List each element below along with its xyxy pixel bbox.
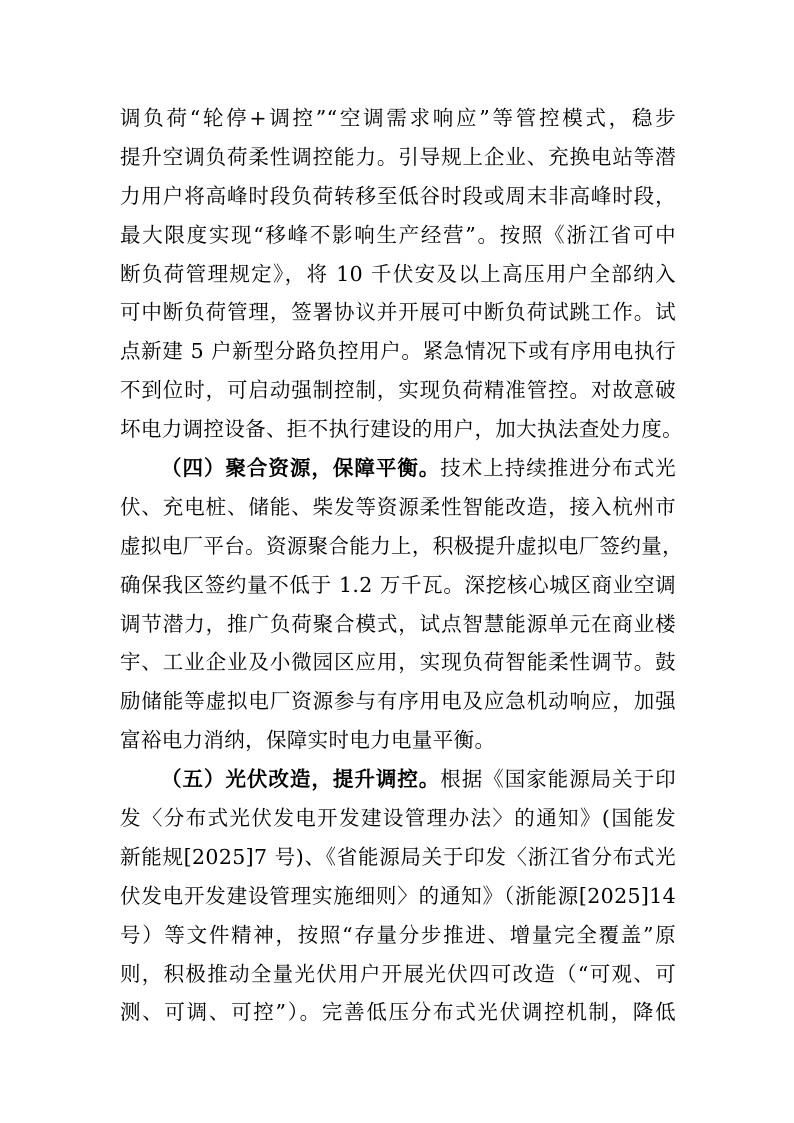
section-4-heading: （四）聚合资源，保障平衡。 xyxy=(161,456,441,481)
text-line: 调负荷“轮停+调控”“空调需求响应”等管控模式，稳步 xyxy=(120,106,676,130)
text-line: 不到位时，可启动强制控制，实现负荷精准管控。对故意破 xyxy=(120,378,676,403)
text-line: 富裕电力消纳，保障实时电力电量平衡。 xyxy=(120,728,496,753)
text-line: 力用户将高峰时段负荷转移至低谷时段或周末非高峰时段， xyxy=(120,183,676,208)
text-line: 伏、充电桩、储能、柴发等资源柔性智能改造，接入杭州市 xyxy=(120,494,676,519)
document-body xyxy=(120,99,683,1032)
text-line: 宇、工业企业及小微园区应用，实现负荷智能柔性调节。鼓 xyxy=(120,650,676,675)
section-4-first-line xyxy=(120,449,676,488)
section-5-heading: （五）光伏改造，提升调控。 xyxy=(161,767,441,792)
text-line: 新能规[2025]7 号)、《省能源局关于印发〈浙江省分布式光 xyxy=(120,844,676,869)
text-line: 坏电力调控设备、拒不执行建设的用户，加大执法查处力度。 xyxy=(120,417,683,442)
text-line: 则，积极推动全量光伏用户开展光伏四可改造（“可观、可 xyxy=(120,961,676,986)
text-line: 断负荷管理规定》，将 10 千伏安及以上高压用户全部纳入 xyxy=(120,261,676,286)
text-line: 励储能等虚拟电厂资源参与有序用电及应急机动响应，加强 xyxy=(120,689,676,714)
text-line: 伏发电开发建设管理实施细则〉的通知》（浙能源[2025]14 xyxy=(120,883,676,908)
section-5-first-line xyxy=(120,760,676,799)
section-5-intro: 根据《国家能源局关于印 xyxy=(440,767,676,792)
text-line: 可中断负荷管理，签署协议并开展可中断负荷试跳工作。试 xyxy=(120,300,676,325)
text-line: 号）等文件精神，按照“存量分步推进、增量完全覆盖”原 xyxy=(120,922,676,947)
text-line: 确保我区签约量不低于 1.2 万千瓦。深挖核心城区商业空调 xyxy=(120,572,676,597)
text-line: 虚拟电厂平台。资源聚合能力上，积极提升虚拟电厂签约量， xyxy=(120,533,683,558)
text-line: 提升空调负荷柔性调控能力。引导规上企业、充换电站等潜 xyxy=(120,144,676,169)
text-line: 最大限度实现“移峰不影响生产经营”。按照《浙江省可中 xyxy=(120,222,676,247)
text-line: 发〈分布式光伏发电开发建设管理办法〉的通知》(国能发 xyxy=(120,806,676,831)
text-line: 点新建 5 户新型分路负控用户。紧急情况下或有序用电执行 xyxy=(120,339,676,364)
section-4-intro: 技术上持续推进分布式光 xyxy=(440,456,676,481)
text-line: 测、可调、可控”）。完善低压分布式光伏调控机制，降低 xyxy=(120,1000,676,1025)
text-line: 调节潜力，推广负荷聚合模式，试点智慧能源单元在商业楼 xyxy=(120,611,676,636)
